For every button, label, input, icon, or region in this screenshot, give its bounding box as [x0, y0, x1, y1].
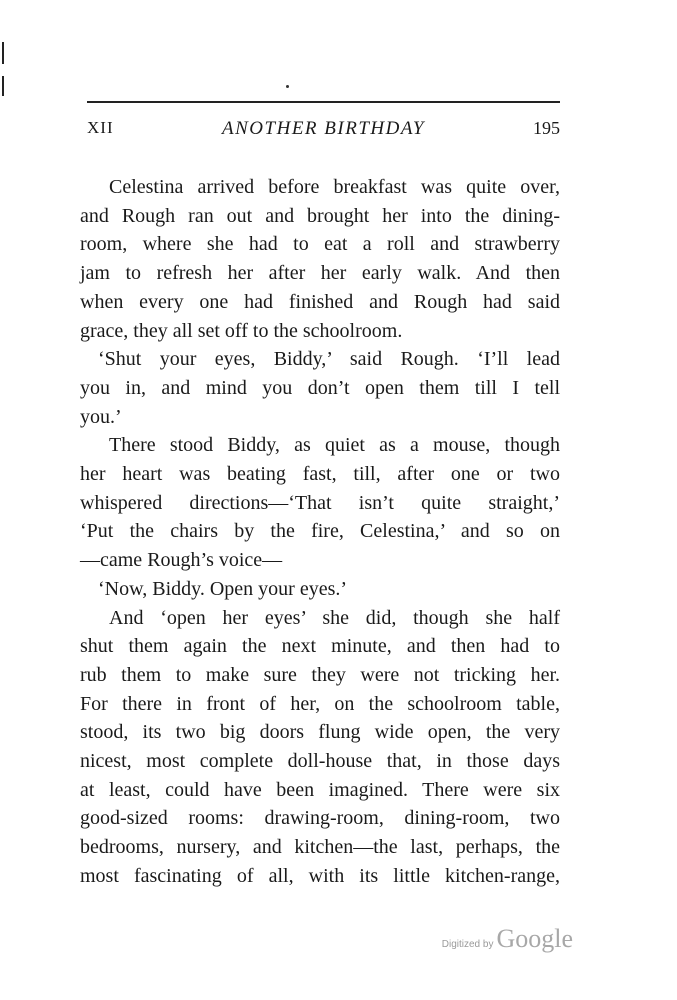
paragraph	[80, 604, 560, 891]
text-line: stood, its two big doors flung wide open, the very	[80, 721, 560, 744]
text-line: jam to refresh her after her early walk. And then	[80, 262, 560, 285]
text-line: room, where she had to eat a roll and strawberry	[80, 233, 560, 256]
text-line: you.’	[80, 405, 122, 428]
scan-edge-mark-bottom	[2, 76, 4, 96]
text-line: shut them again the next minute, and then had to	[80, 635, 560, 658]
text-line: grace, they all set off to the schoolroom.	[80, 319, 403, 342]
text-line: ‘Shut your eyes, Biddy,’ said Rough. ‘I’ll lead	[98, 348, 560, 371]
text-line: ‘Now, Biddy. Open your eyes.’	[98, 577, 348, 600]
text-line: most fascinating of all, with its little kitchen-range,	[80, 864, 560, 887]
paragraph	[80, 431, 560, 575]
page-body	[80, 173, 560, 891]
text-line: whispered directions—‘That isn’t quite straight,’	[80, 491, 560, 514]
text-line: And ‘open her eyes’ she did, though she half	[109, 606, 560, 629]
paragraph	[80, 345, 560, 431]
running-title: ANOTHER BIRTHDAY	[222, 118, 425, 139]
text-line: —came Rough’s voice—	[80, 549, 283, 572]
header-rule	[87, 101, 560, 103]
digitized-prefix: Digitized by	[441, 939, 494, 950]
chapter-number: XII	[87, 118, 114, 137]
text-line: her heart was beating fast, till, after one or two	[80, 463, 560, 486]
running-header	[87, 118, 560, 144]
text-line: For there in front of her, on the schoolroom table,	[80, 692, 560, 715]
text-line: nicest, most complete doll-house that, in those days	[80, 750, 560, 773]
text-line: bedrooms, nursery, and kitchen—the last, perhaps, the	[80, 836, 560, 859]
page-number: 195	[533, 118, 560, 138]
digitized-watermark	[442, 924, 573, 954]
scan-edge-mark-top	[2, 42, 4, 64]
paragraph	[80, 575, 560, 604]
text-line: Celestina arrived before breakfast was quite over,	[109, 176, 560, 198]
text-line: you in, and mind you don’t open them till I tell	[80, 376, 560, 399]
text-line: ‘Put the chairs by the fire, Celestina,’ and so on	[80, 520, 560, 543]
text-line: and Rough ran out and brought her into the dining-	[80, 204, 560, 227]
paragraph	[80, 173, 560, 345]
text-line: There stood Biddy, as quiet as a mouse, though	[109, 434, 560, 457]
scan-speck	[286, 85, 289, 88]
text-line: good-sized rooms: drawing-room, dining-room, two	[80, 807, 560, 830]
text-line: when every one had finished and Rough had said	[80, 290, 560, 313]
text-line: rub them to make sure they were not tricking her.	[80, 663, 560, 686]
google-logo: Google	[496, 924, 573, 953]
text-line: at least, could have been imagined. There were six	[80, 778, 560, 801]
